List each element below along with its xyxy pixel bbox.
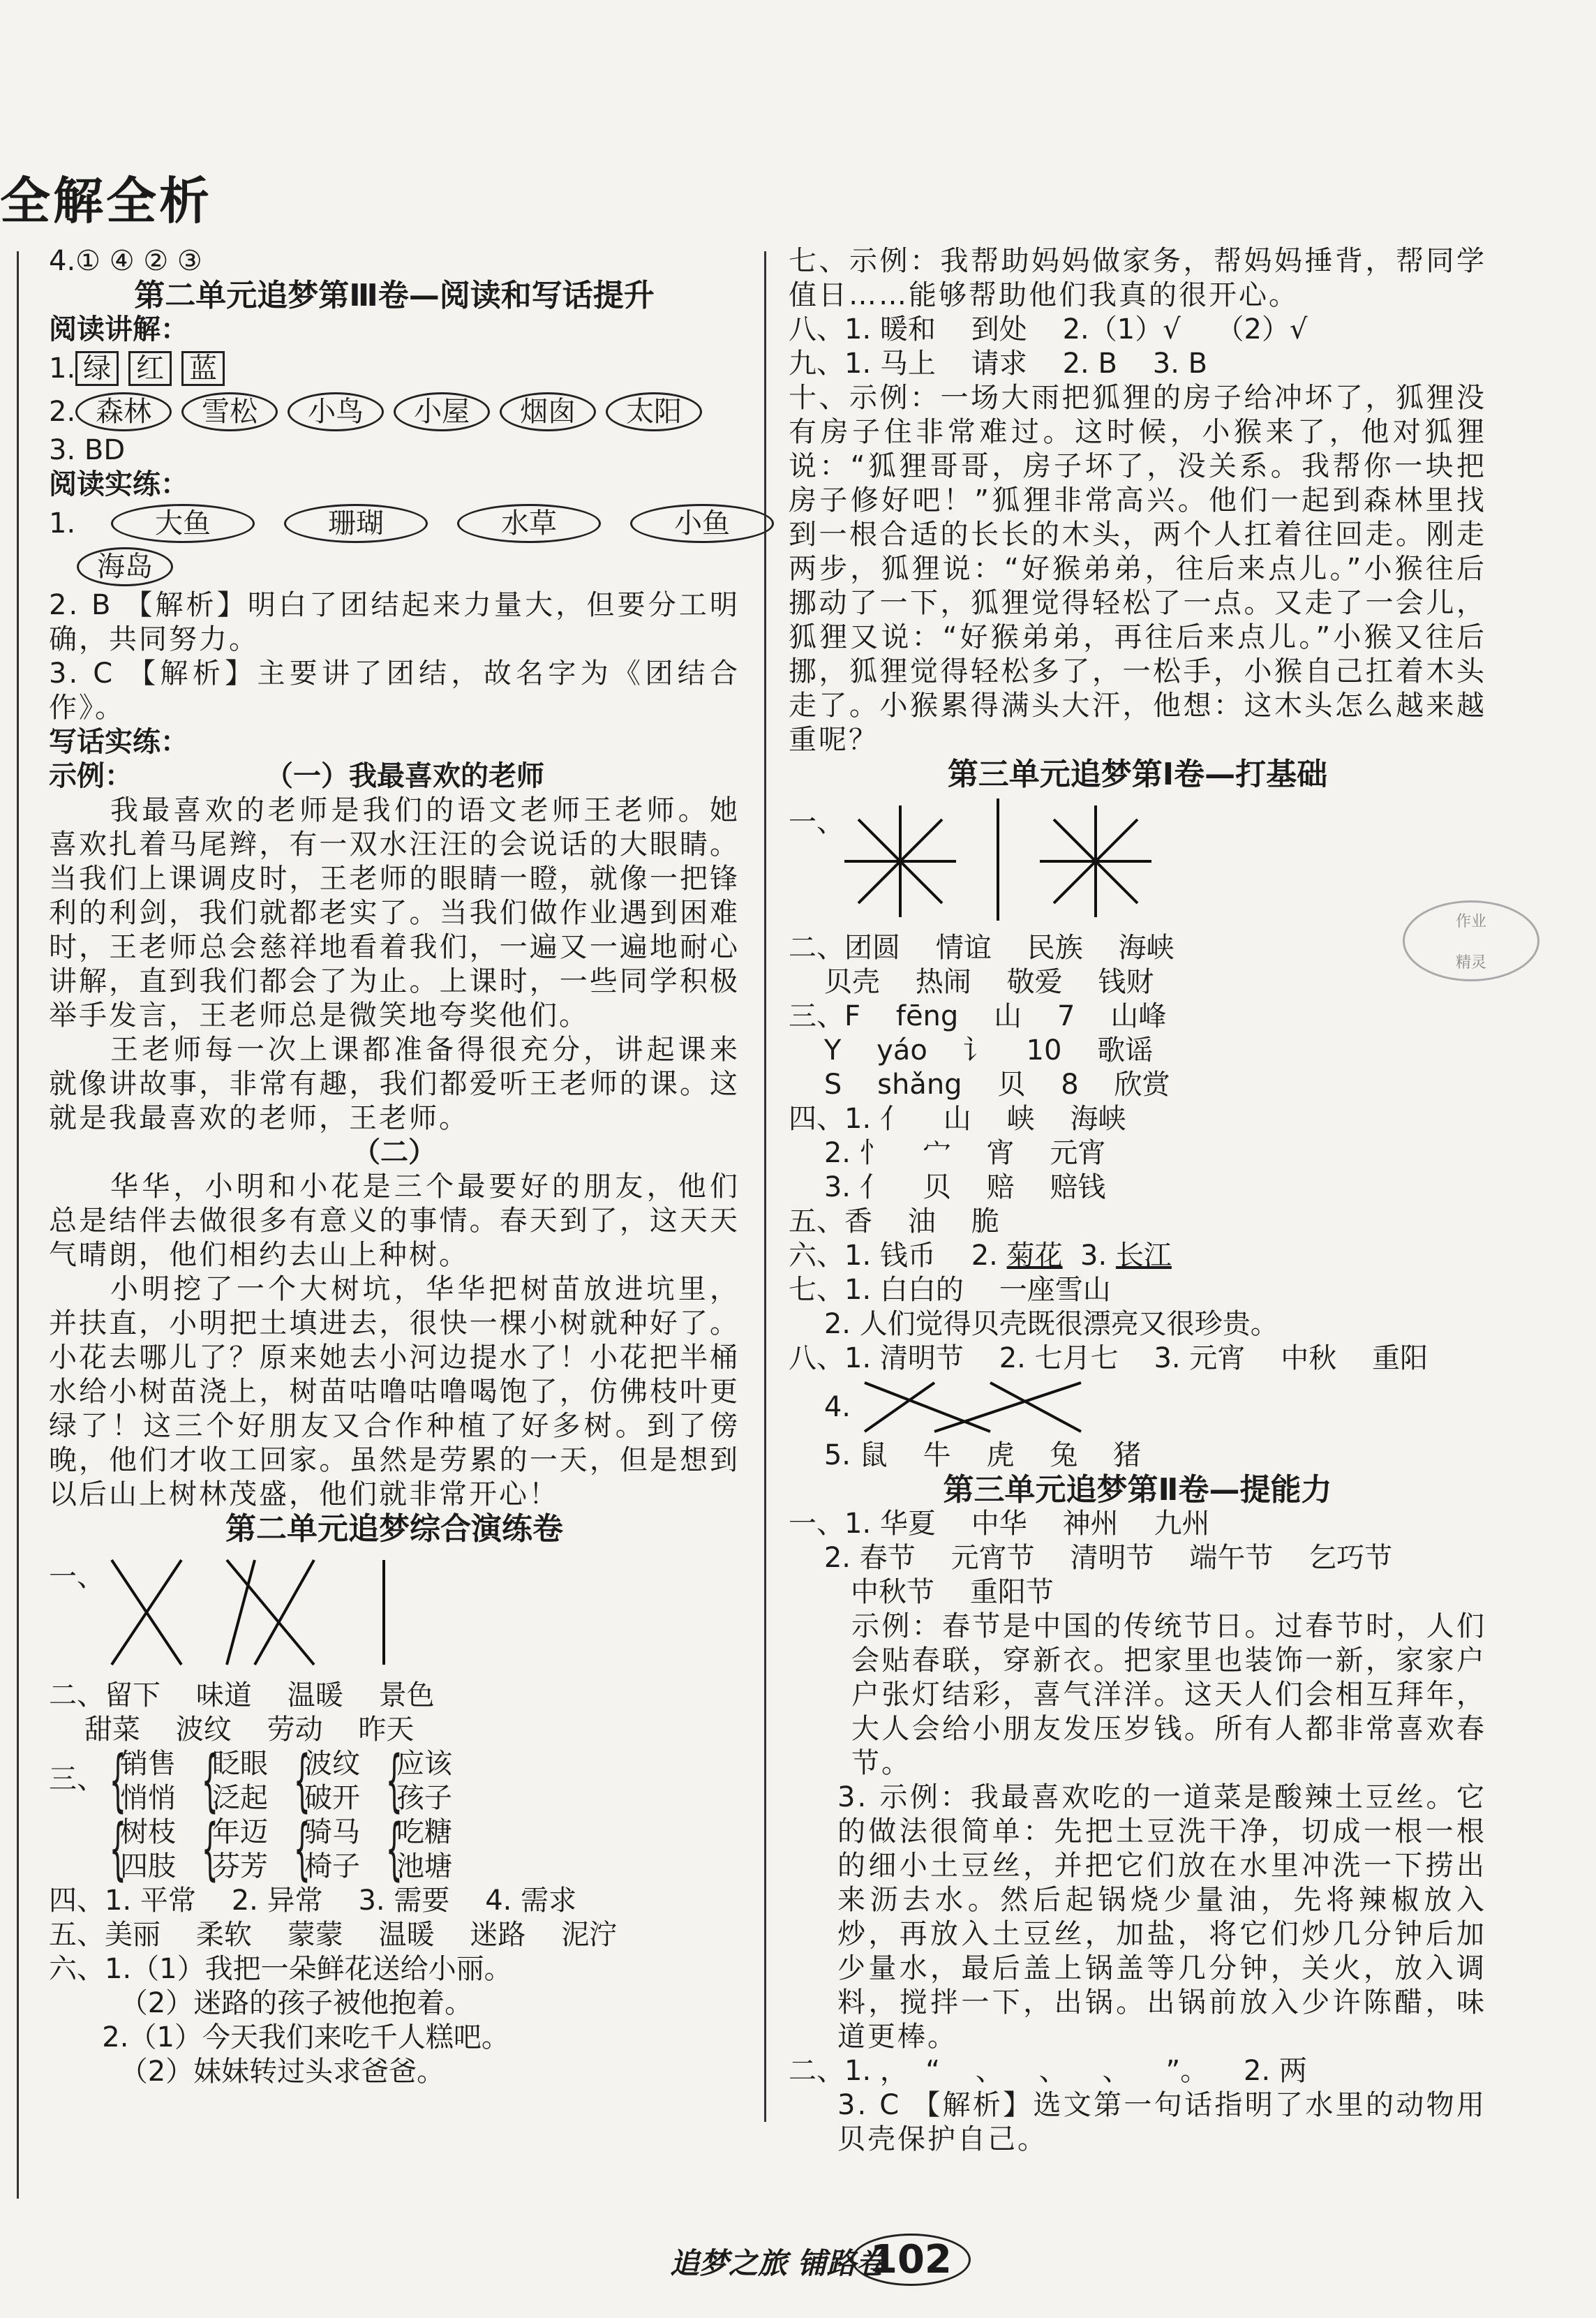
- s4-q1: 中秋节 重阳节: [789, 1576, 1054, 1608]
- s3-q5: 五、香 油 脆: [789, 1205, 999, 1238]
- underlined-word: 长江: [1115, 1240, 1172, 1272]
- s3-q7: 2. 人们觉得贝壳既很漂亮又很珍贵。: [789, 1308, 1278, 1340]
- s4-q2: 二、1. ， “ 、 、 、 ”。 2. 两: [789, 2055, 1307, 2087]
- s2-q2: 二、留下 味道 温暖 景色: [49, 1679, 435, 1711]
- answer-q4: 4.① ④ ② ③: [49, 245, 202, 277]
- essay-title: （一）我最喜欢的老师: [265, 760, 544, 792]
- answer-q9: 九、1. 马上 请求 2. B 3. B: [789, 348, 1208, 380]
- brace-word: 悄悄: [120, 1782, 176, 1814]
- oval-word: 珊瑚: [284, 504, 428, 543]
- s2-q3: [49, 1741, 740, 1888]
- q6-prefix: 六、1. 钱币 2.: [789, 1240, 1007, 1272]
- boxed-word: 绿: [75, 351, 119, 386]
- footer: [670, 2227, 963, 2289]
- brand-logo: 追梦之旅 铺路卷: [670, 2246, 886, 2280]
- oval-word: 雪松: [181, 392, 278, 431]
- oval-word: 太阳: [606, 392, 702, 431]
- rp-q3: 3. C 【解析】主要讲了团结，故名字为《团结合作》。: [49, 657, 740, 724]
- left-margin-rule: [17, 251, 19, 2199]
- s3-q3: S shǎng 贝 8 欣赏: [789, 1069, 1170, 1101]
- s3-q3: Y yáo 讠 10 歌谣: [789, 1034, 1154, 1067]
- rl-q1: [49, 347, 740, 390]
- brace-word: 芬芳: [212, 1850, 268, 1882]
- s4-q1-example: 示例：春节是中国的传统节日。过春节时，人们会贴春联，穿新衣。把家里也装饰一新，家家户户张灯结彩，喜气洋洋。这天人们会相互拜年，大人会给小朋友发压岁钱。所有人都非常喜欢春节。: [851, 1610, 1486, 1779]
- essay2-paragraph: 华华，小明和小花是三个最要好的朋友，他们总是结伴去做很多有意义的事情。春天到了，这天天气晴朗，他们相约去山上种树。: [49, 1171, 740, 1271]
- brace-pair: { 树枝 四肢: [109, 1810, 176, 1888]
- oval-word: 烟囱: [500, 392, 596, 431]
- brace-word: 年迈: [212, 1816, 268, 1848]
- brace-word: 波纹: [304, 1748, 360, 1780]
- reading-practice-label: 阅读实练：: [49, 468, 188, 500]
- boxed-word: 红: [128, 351, 172, 386]
- answer-q7: 七、示例：我帮助妈妈做家务，帮妈妈捶背，帮同学值日……能够帮助他们我真的很开心。: [789, 245, 1486, 311]
- essay1-heading: [49, 759, 740, 794]
- brace-pair: { 骑马 椅子: [293, 1810, 360, 1888]
- brace-pair: { 销售 悄悄: [109, 1741, 176, 1820]
- brace-word: 骑马: [304, 1816, 360, 1848]
- brace-pair: { 眨眼 泛起: [201, 1741, 268, 1820]
- brace-pair: { 年迈 芬芳: [201, 1810, 268, 1888]
- brace-word: 孩子: [396, 1782, 452, 1814]
- brace-word: 椅子: [304, 1850, 360, 1882]
- rl-q2: [49, 390, 740, 433]
- stamp-line1: 作业: [1455, 913, 1486, 930]
- s3-q2: 贝壳 热闹 敬爱 钱财: [789, 966, 1154, 998]
- q-num: 4.: [789, 1390, 851, 1423]
- s3-q2: 二、团圆 情谊 民族 海峡: [789, 932, 1174, 964]
- right-column: [789, 244, 1486, 2157]
- oval-word: 小鱼: [630, 504, 774, 543]
- rp-q1-row1: [49, 502, 740, 545]
- s2-q6: 六、1.（1）我把一朵鲜花送给小丽。: [49, 1953, 512, 1985]
- brace-pair: { 应该 孩子: [385, 1741, 452, 1820]
- rp-q1-row2: [49, 545, 740, 588]
- boxed-word: 蓝: [181, 351, 225, 386]
- rl-q3: 3. BD: [49, 434, 126, 466]
- oval-word: 小屋: [394, 392, 490, 431]
- section-title: 第二单元追梦综合演练卷: [225, 1511, 563, 1547]
- essay1-paragraph: 王老师每一次上课都准备得很充分，讲起课来就像讲故事，非常有趣，我们都爱听王老师的课。这就是我最喜欢的老师，王老师。: [49, 1034, 740, 1134]
- brace-word: 销售: [120, 1748, 176, 1780]
- s3-q8: 5. 鼠 牛 虎 兔 猪: [789, 1439, 1142, 1471]
- s2-q6: （2）迷路的孩子被他抱着。: [49, 1987, 473, 2019]
- q6-mid: 3.: [1062, 1240, 1116, 1272]
- brace-word: 泛起: [212, 1782, 268, 1814]
- section-title: 第三单元追梦第Ⅱ卷—提能力: [943, 1472, 1332, 1508]
- brace-word: 池塘: [396, 1850, 452, 1882]
- brace-group-row: [105, 1741, 473, 1820]
- q-num: 一、: [49, 1561, 105, 1593]
- essay2-paragraph: 小明挖了一个大树坑，华华把树苗放进坑里，并扶直，小明把土填进去，很快一棵小树就种好了。小花去哪儿了？原来她去小河边提水了！小花把半桶水给小树苗浇上，树苗咕噜咕噜喝饱了，仿佛枝叶更绿了！这三个好朋友又合作种植了好多树。到了傍晚，他们才收工回家。虽然是劳累的一天，但是想到以后山上树林茂盛，他们就非常开心！: [49, 1273, 740, 1510]
- s2-q6: 2.（1）今天我们来吃千人糕吧。: [49, 2021, 509, 2053]
- oval-word: 森林: [75, 392, 172, 431]
- oval-word: 大鱼: [111, 504, 255, 543]
- s2-q5: 五、美丽 柔软 蒙蒙 温暖 迷路 泥泞: [49, 1919, 618, 1951]
- brace-word: 应该: [396, 1748, 452, 1780]
- section-title: 第三单元追梦第Ⅰ卷—打基础: [947, 757, 1328, 792]
- s2-q4: 四、1. 平常 2. 异常 3. 需要 4. 需求: [49, 1885, 577, 1917]
- brace-word: 四肢: [120, 1850, 176, 1882]
- q-num: 1.: [49, 507, 76, 540]
- brace-group-row: [105, 1810, 473, 1888]
- brace-word: 吃糖: [396, 1816, 452, 1848]
- brace-word: 树枝: [120, 1816, 176, 1848]
- brace-pair: { 吃糖 池塘: [385, 1810, 452, 1888]
- q-num: 三、: [49, 1763, 105, 1795]
- s4-q1: 一、1. 华夏 中华 神州 九州: [789, 1508, 1210, 1540]
- s4-q2-3: 3. C 【解析】选文第一句话指明了水里的动物用贝壳保护自己。: [837, 2089, 1486, 2155]
- essay-title: （二）: [352, 1136, 436, 1168]
- matching-lines-s3q1: [789, 792, 1486, 931]
- s2-q2: 甜菜 波纹 劳动 昨天: [49, 1714, 415, 1746]
- left-column: [49, 244, 740, 2089]
- q-num: 一、: [789, 806, 844, 838]
- brace-pair: { 波纹 破开: [293, 1741, 360, 1820]
- essay1-paragraph: 我最喜欢的老师是我们的语文老师王老师。她喜欢扎着马尾辫，有一双水汪汪的会说话的大眼睛。当我们上课调皮时，王老师的眼睛一瞪，就像一把锋利的利剑，我们就都老实了。当我们做作业遇到困难时，王老师总会慈祥地看着我们，一遍又一遍地耐心讲解，直到我们都会了为止。上课时，一些同学积极举手发言，王老师总是微笑地夸奖他们。: [49, 794, 740, 1032]
- s3-q4: 四、1. 亻 山 峡 海峡: [789, 1103, 1126, 1135]
- stamp-line2: 精灵: [1455, 954, 1486, 972]
- s2-q6: （2）妹妹转过头求爸爸。: [49, 2056, 445, 2088]
- s3-q8-4: [789, 1376, 1486, 1439]
- section-title: 第二单元追梦第Ⅲ卷—阅读和写话提升: [134, 278, 655, 313]
- star-lines-icon: [844, 792, 1207, 924]
- oval-word: 海岛: [77, 547, 173, 586]
- answer-q8: 八、1. 暖和 到处 2.（1）√ （2）√: [789, 313, 1308, 346]
- s3-q4: 3. 亻 贝 赔 赔钱: [789, 1171, 1106, 1203]
- s3-q7: 七、1. 白白的 一座雪山: [789, 1274, 1111, 1306]
- matching-lines-q1: [49, 1546, 740, 1679]
- q-num: 1.: [49, 352, 76, 385]
- oval-word: 水草: [457, 504, 601, 543]
- example-label: 示例：: [49, 760, 133, 792]
- oval-word: 小鸟: [288, 392, 384, 431]
- reading-lecture-label: 阅读讲解：: [49, 313, 188, 346]
- s3-q8: 八、1. 清明节 2. 七月七 3. 元宵 中秋 重阳: [789, 1342, 1429, 1374]
- brace-word: 眨眼: [212, 1748, 268, 1780]
- writing-label: 写话实练：: [49, 726, 188, 758]
- s3-q4: 2. 忄 宀 宵 元宵: [789, 1137, 1106, 1169]
- s4-q1: 2. 春节 元宵节 清明节 端午节 乞巧节: [789, 1542, 1393, 1574]
- q-num: 2.: [49, 395, 76, 428]
- rp-q2: 2. B 【解析】明白了团结起来力量大，但要分工明确，共同努力。: [49, 589, 740, 655]
- page-title: 全解全析: [0, 172, 213, 230]
- s3-q6: [789, 1239, 1486, 1273]
- page-number: 102: [851, 2234, 971, 2286]
- underlined-word: 菊花: [1006, 1240, 1063, 1272]
- matching-lines-icon: [105, 1546, 468, 1672]
- s4-q1-3: 3. 示例：我最喜欢吃的一道菜是酸辣土豆丝。它的做法很简单：先把土豆洗干净，切成一根一根的细小土豆丝，并把它们放在水里冲洗一下捞出来沥去水。然后起锅烧少量油，先将辣椒放入炒，再放入土豆丝，加盐，将它们炒几分钟后加少量水，最后盖上锅盖等几分钟，关火，放入调料，搅拌一下，出锅。出锅前放入少许陈醋，味道更棒。: [837, 1781, 1486, 2053]
- answer-q10: 十、示例：一场大雨把狐狸的房子给冲坏了，狐狸没有房子住非常难过。这时候，小猴来了，他对狐狸说：“狐狸哥哥，房子坏了，没关系。我帮你一块把房子修好吧！”狐狸非常高兴。他们一起到森林里找到一根合适的长长的木头，两个人扛着往回走。刚走两步，狐狸说：“好猴弟弟，往后来点儿。”小猴往后挪动了一下，狐狸觉得轻松了一点。又走了一会儿，狐狸又说：“好猴弟弟，再往后来点儿。”小猴又往后挪，狐狸觉得轻松多了，一松手，小猴自己扛着木头走了。小猴累得满头大汗，他想：这木头怎么越来越重呢？: [789, 382, 1486, 756]
- s3-q3: 三、F fēng 山 7 山峰: [789, 1000, 1167, 1032]
- brace-word: 破开: [304, 1782, 360, 1814]
- matching-lines-icon: [851, 1376, 1172, 1439]
